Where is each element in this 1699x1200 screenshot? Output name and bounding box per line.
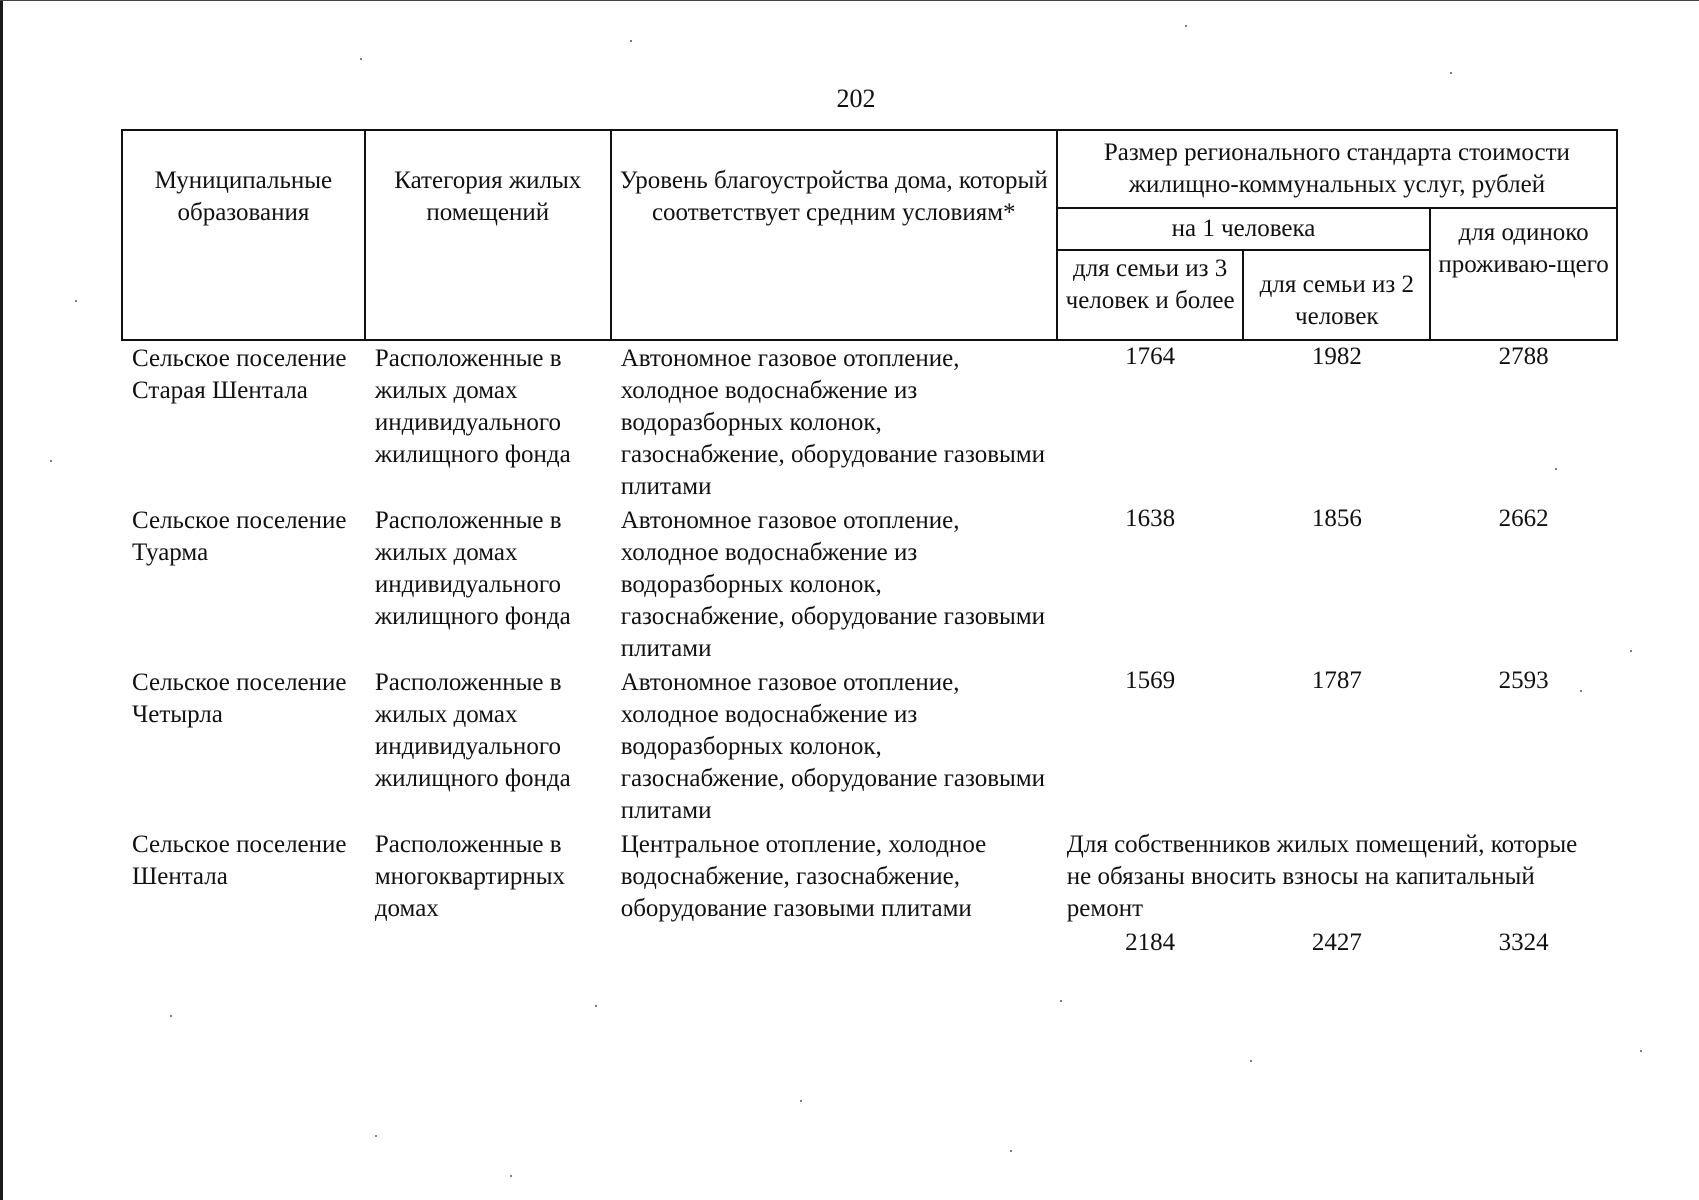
header-family3: для семьи из 3 человек и более [1057, 250, 1244, 340]
cell-category: Расположенные в жилых домах индивидуального жилищного фонда [374, 669, 571, 792]
scan-speck [1250, 1060, 1252, 1062]
scan-speck [170, 1015, 172, 1017]
table-row [122, 827, 1617, 925]
page-number: 202 [836, 84, 876, 113]
scan-edge [0, 0, 3, 1200]
cell-note: Для собственников жилых помещений, которые не обязаны вносить взносы на капитальный ремонт [1066, 831, 1578, 922]
cell-municipal: Сельское поселение Туарма [132, 507, 347, 566]
scan-speck [1010, 1150, 1012, 1152]
scan-speck [375, 1135, 377, 1137]
scan-speck [50, 460, 52, 462]
scan-speck [630, 40, 632, 42]
scan-speck [1450, 72, 1452, 74]
header-category: Категория жилых помещений [365, 130, 611, 340]
header-level: Уровень благоустройства дома, который соответствует средним условиям* [611, 130, 1057, 340]
cell-municipal: Сельское поселение Шентала [132, 831, 347, 890]
cell-level: Автономное газовое отопление, холодное водоснабжение из водоразборных колонок, газоснабжение, оборудование газовыми плитами [620, 669, 1046, 824]
scan-speck [1630, 650, 1632, 652]
cell-single: 2593 [1498, 667, 1549, 694]
cell-family2: 2427 [1311, 929, 1362, 956]
scan-speck [1060, 1000, 1062, 1002]
table-row [122, 503, 1617, 665]
scan-speck [1185, 25, 1187, 27]
cell-single: 3324 [1498, 929, 1549, 956]
cell-family2: 1787 [1311, 667, 1362, 694]
cell-family3: 1764 [1125, 343, 1176, 370]
header-single: для одиноко проживаю-щего [1430, 208, 1617, 340]
cell-family3: 2184 [1125, 929, 1176, 956]
scan-speck [1640, 1050, 1642, 1052]
cell-category: Расположенные в многоквартирных домах [374, 831, 566, 922]
scan-speck [595, 1005, 597, 1007]
cell-family2: 1856 [1311, 505, 1362, 532]
scan-speck [75, 300, 77, 302]
cell-category: Расположенные в жилых домах индивидуального жилищного фонда [374, 345, 571, 468]
cell-municipal: Сельское поселение Четырла [132, 669, 347, 728]
cell-level: Автономное газовое отопление, холодное водоснабжение из водоразборных колонок, газоснабжение, оборудование газовыми плитами [620, 345, 1046, 500]
table-row [122, 340, 1617, 503]
scan-edge-top [0, 0, 1699, 1]
cell-family3: 1569 [1125, 667, 1176, 694]
standards-table [121, 129, 1618, 959]
cell-single: 2788 [1498, 343, 1549, 370]
cell-level: Центральное отопление, холодное водоснабжение, газоснабжение, оборудование газовыми плитами [620, 831, 987, 922]
header-municipal: Муниципальные образования [122, 130, 365, 340]
scan-speck [800, 1100, 802, 1102]
header-family2: для семьи из 2 человек [1243, 250, 1430, 340]
scan-speck [360, 58, 362, 60]
cell-category: Расположенные в жилых домах индивидуального жилищного фонда [374, 507, 571, 630]
table-row [122, 665, 1617, 827]
cell-family2: 1982 [1311, 343, 1362, 370]
cell-level: Автономное газовое отопление, холодное водоснабжение из водоразборных колонок, газоснабжение, оборудование газовыми плитами [620, 507, 1046, 662]
scan-speck [510, 1175, 512, 1177]
cell-family3: 1638 [1125, 505, 1176, 532]
header-per-person: на 1 человека [1057, 208, 1430, 250]
header-standard-size: Размер регионального стандарта стоимости жилищно-коммунальных услуг, рублей [1057, 130, 1617, 208]
cell-municipal: Сельское поселение Старая Шентала [132, 345, 347, 404]
cell-single: 2662 [1498, 505, 1549, 532]
